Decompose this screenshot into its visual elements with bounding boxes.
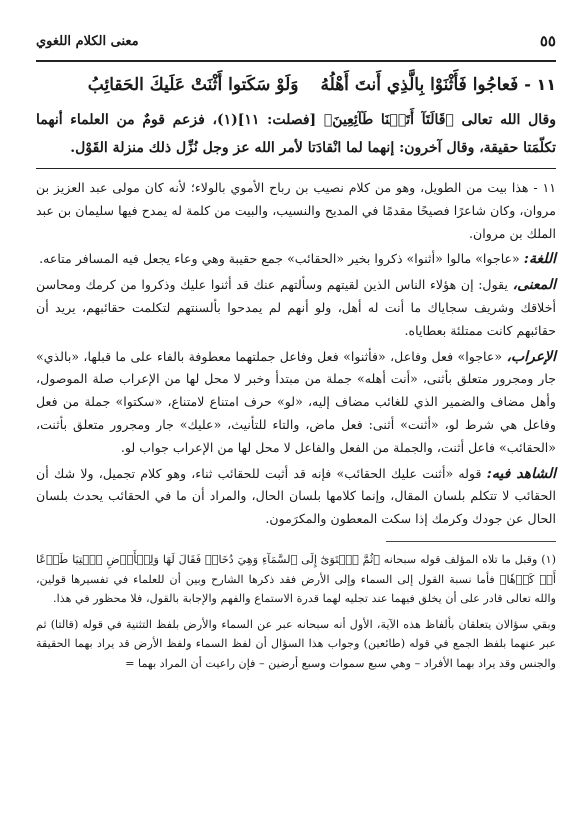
commentary [36,177,556,531]
verse-hemistich-first: فَعاجُوا فَأَثْنَوْا بِالَّذِي أَنتَ أَهْلُهُ [320,75,519,95]
mana-label: المعنى، [512,277,556,294]
lugha-text: «عاجوا» مالوا «أثنوا» ذكروا بخير «الحقائب» جمع حقيبة وهي وعاء يجعل فيه المسافر متاعه. [39,251,520,267]
commentary-shahid [36,463,556,531]
commentary-lugha [36,248,556,271]
irab-text: «عاجوا» فعل وفاعل، «فأثنوا» فعل وفاعل جملتهما معطوفة بالفاء على ما قبلها، «بالذي» جار ومجرور متعلق بأثنى، «أنت أهله» جملة من مبتدأ وخبر لا محل لها من الإعراب صلة الموصول، وأهل مضاف والضمير الذي للغائب مضاف إليه، «لو» حرف امتناع لامتناع، «سكتوا» جملة من فعل وفاعل هي شرط لو، «أثنت» أثنى: فعل ماض، والتاء للتأنيث، «عليك» جار ومجرور متعلق بأثنت، «الحقائب» فاعل أثنت، والجملة من الفعل والفاعل لا محل لها من الإعراب جواب لو. [36,348,556,455]
verse-hemistich-second: وَلَوْ سَكَتوا أَثْنَتْ عَلَيكَ الحَقائِبُ [87,75,299,95]
header-rule [36,60,556,62]
commentary-source: ١١ - هذا بيت من الطويل، وهو من كلام نصيب بن رباح الأموي بالولاء؛ لأنه كان مولى عبد العزيز بن مروان، وكان شاعرًا فصيحًا مقدمًا في المديح والنسيب، والبيت من كلمة له يمدح فيها سليمان بن عبد الملك بن مروان. [36,180,556,241]
irab-label: الإعراب، [506,348,556,365]
page-header [36,30,556,52]
verse-number: ١١ - [524,75,556,94]
mana-text: يقول: إن هؤلاء الناس الذين لقيتهم وسألتهم عنك قد أثنوا عليك وذكروا من كرمك ومحاسن أخلاقك وشريف سجاياك ما أنت له أهل، ولو أنهم لم يمدحوا بألسنتهم لتكلمت حقائبهم، يريد أن حقائبهم كانت ممتلئة بعطاياه. [36,277,556,338]
intro-paragraph: وقال الله تعالى ﴿قَالَتَآ أَتَيۡنَا طَآئِعِينَ﴾ [فصلت: ١١](١)، فزعم قومٌ من العلماء أنهما تكلّمَتا حقيقة، وقال آخرون: إنهما لما انْقادَتا لأمر الله عز وجل نُزِّل ذلك منزلة القَوْل. [36,112,557,156]
running-title: معنى الكلام اللغوي [36,33,139,49]
commentary-mana [36,274,556,342]
shahid-text: قوله «أثنت عليك الحقائب» فإنه قد أثبت للحقائب ثناء، وهو كلام تجميل، ولا شك أن الحقائب لا تتكلم بلسان المقال، وإنما كلامها بلسان الحال، والمراد أن ما في الحقائب يحدث بلسان الحال عن جودك وكرمك إذا سكت المعطون والمكرَمون. [36,465,556,527]
lugha-label: اللغة: [523,251,556,268]
footnote-1-continued: وبقي سؤالان يتعلقان بألفاظ هذه الآية، الأول أنه سبحانه عبر عن السماء والأرض بلفظ التثنية في قوله (قالتا) ثم عبر عنهما بلفظ الجمع في قوله (طائعين) وجواب هذا السؤال أن لفظ السماء ولفظ الأرض قد يراد بهما الحقيقة والجنس وقد يراد بهما الأفراد – وهي سبع سموات وسبع أرضين – فإن راعيت أن المراد بهما = [36,617,556,670]
page-number: ٥٥ [539,32,556,50]
footnotes [36,550,556,674]
section-rule [36,168,556,169]
poetry-verse [36,72,556,98]
footnote-rule [386,541,556,542]
footnote-1: (١) وقبل ما تلاه المؤلف قوله سبحانه ﴿ثُمَّ ٱسۡتَوَىٰٓ إِلَى ٱلسَّمَآءِ وَهِيَ دُخَانٞ فَقَالَ لَهَا وَلِلۡأَرۡضِ ٱئۡتِيَا طَوۡعًا أَوۡ كَرۡهٗا﴾ فأما نسبة القول إلى السماء وإلى الأرض فقد ذكرها الشارح وبين أن للعلماء في تفسيرها قولين، والله تعالى قادر على أن يخلق فيهما عند تجليه لهما قدرة الاستماع والفهم والإجابة بالقول، فلا محظور في هذا. [36,552,556,606]
commentary-irab [36,346,556,460]
shahid-label: الشاهد فيه: [486,465,556,482]
